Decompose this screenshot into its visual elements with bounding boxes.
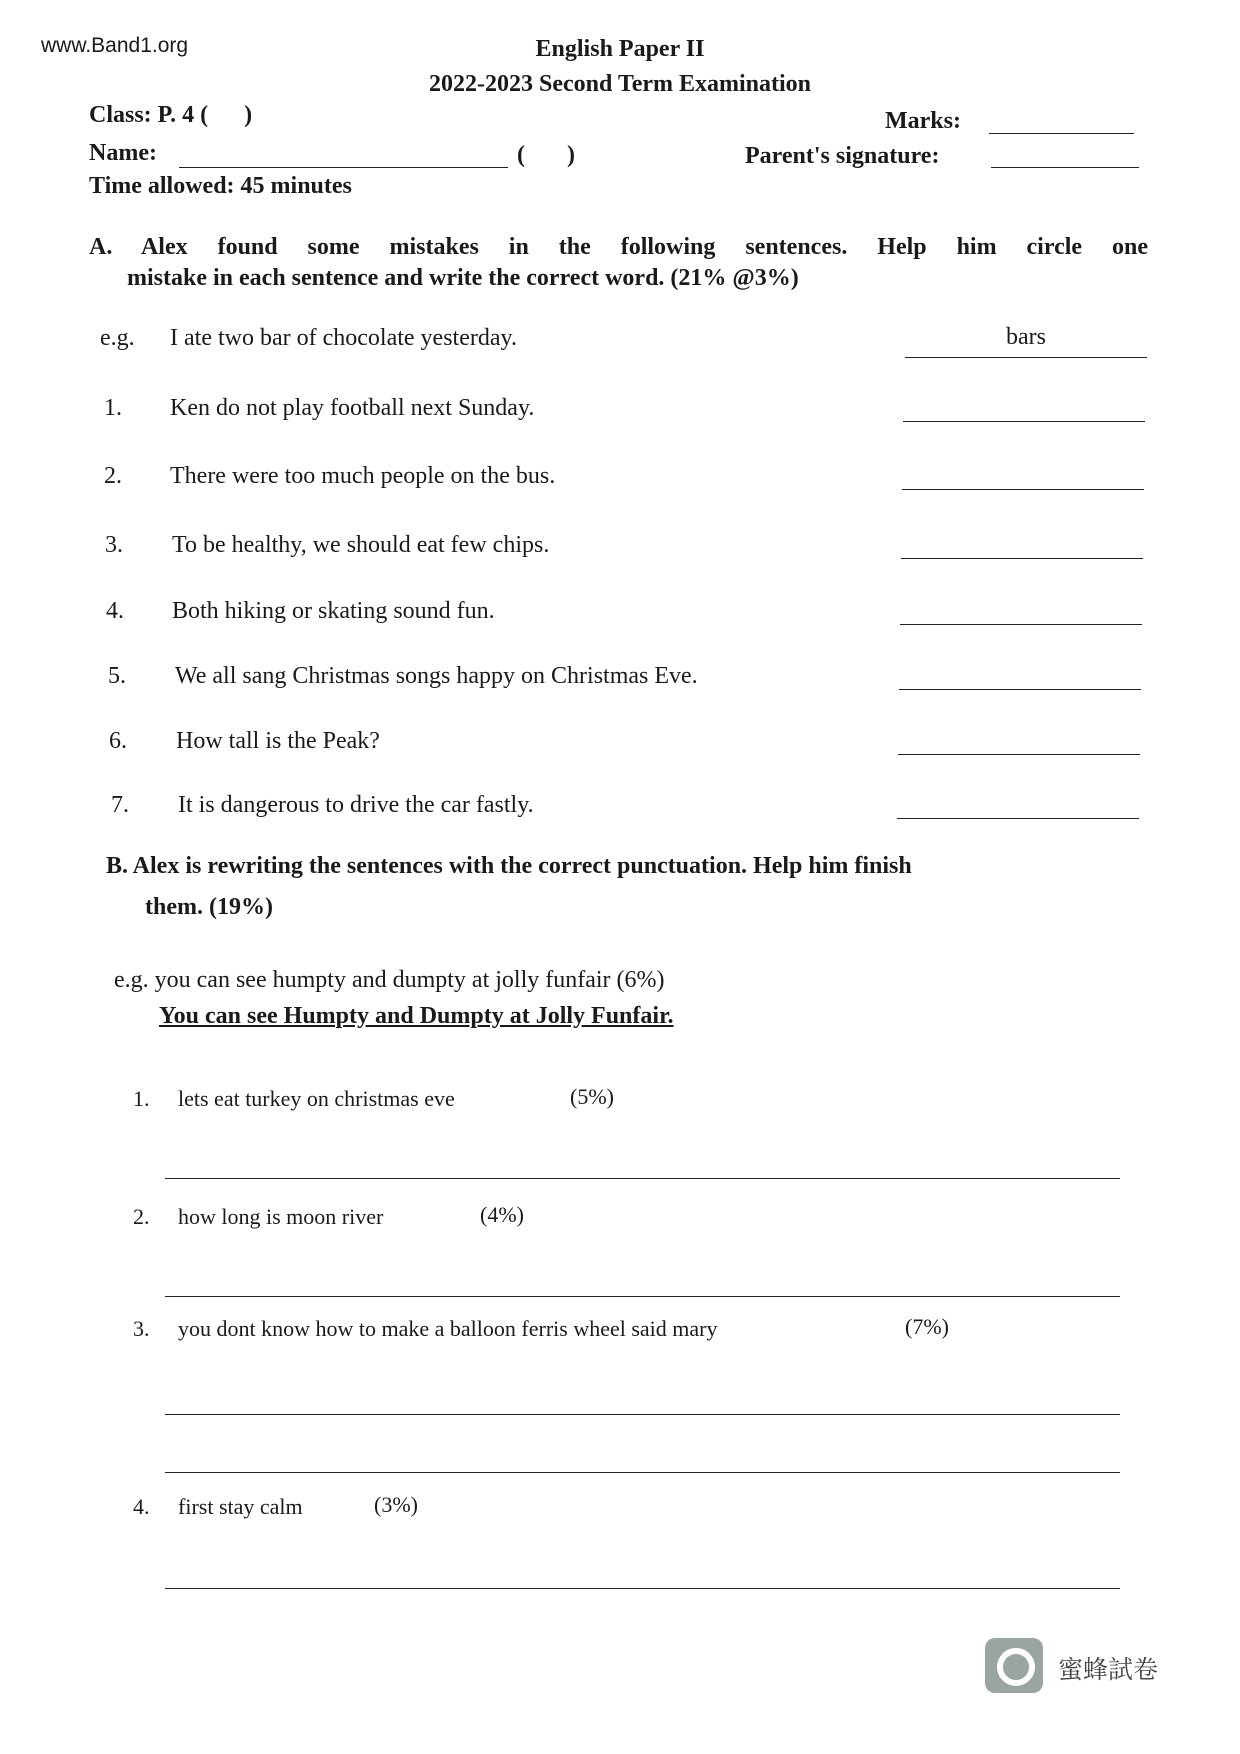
item-number: 1.	[104, 395, 122, 421]
item-sentence: To be healthy, we should eat few chips.	[172, 532, 550, 558]
answer-line[interactable]	[898, 754, 1140, 755]
item-number: 1.	[133, 1086, 150, 1111]
example-sentence: I ate two bar of chocolate yesterday.	[170, 325, 517, 351]
section-b-instruction-line1: B. Alex is rewriting the sentences with the correct punctuation. Help him finish	[106, 853, 912, 879]
item-sentence: We all sang Christmas songs happy on Christmas Eve.	[175, 663, 698, 689]
item-sentence: how long is moon river	[178, 1204, 384, 1229]
bee-paper-logo-icon	[985, 1638, 1043, 1693]
section-b-example-answer: You can see Humpty and Dumpty at Jolly Funfair.	[159, 1003, 674, 1029]
item-marks: (7%)	[905, 1314, 949, 1339]
item-sentence: lets eat turkey on christmas eve	[178, 1086, 455, 1111]
answer-line[interactable]	[165, 1588, 1120, 1589]
answer-line[interactable]	[165, 1414, 1120, 1415]
section-a-instruction-line1: A. Alex found some mistakes in the following sentences. Help him circle one	[89, 234, 1148, 260]
answer-line[interactable]	[897, 818, 1139, 819]
item-number: 4.	[106, 598, 124, 624]
item-marks: (4%)	[480, 1202, 524, 1227]
answer-line[interactable]	[903, 421, 1145, 422]
item-sentence: you dont know how to make a balloon ferris wheel said mary	[178, 1316, 718, 1341]
website-watermark: www.Band1.org	[41, 34, 189, 57]
item-number: 7.	[111, 792, 129, 818]
answer-line[interactable]	[165, 1296, 1120, 1297]
answer-line[interactable]	[165, 1178, 1120, 1179]
section-a-instruction	[89, 232, 1148, 294]
item-number: 2.	[104, 463, 122, 489]
section-b-instruction-line2: them. (19%)	[145, 894, 273, 920]
section-b-example: e.g. you can see humpty and dumpty at jolly funfair (6%)	[114, 967, 665, 993]
item-marks: (5%)	[570, 1084, 614, 1109]
name-label: Name:	[89, 140, 157, 166]
class-label: Class: P. 4 ( )	[89, 102, 253, 128]
item-sentence: How tall is the Peak?	[176, 728, 380, 754]
example-answer: bars	[1006, 324, 1046, 350]
item-sentence: Both hiking or skating sound fun.	[172, 598, 495, 624]
answer-line[interactable]	[901, 558, 1143, 559]
parent-signature-label: Parent's signature:	[745, 143, 940, 169]
item-number: 2.	[133, 1204, 150, 1229]
item-number: 3.	[105, 532, 123, 558]
item-marks: (3%)	[374, 1492, 418, 1517]
time-allowed: Time allowed: 45 minutes	[89, 173, 352, 199]
page-subtitle: 2022-2023 Second Term Examination	[428, 71, 812, 97]
answer-line[interactable]	[900, 624, 1142, 625]
marks-label: Marks:	[885, 108, 961, 134]
marks-field[interactable]	[989, 133, 1134, 134]
logo-text: 蜜蜂試卷	[1058, 1655, 1159, 1684]
parent-signature-field[interactable]	[991, 167, 1139, 168]
item-number: 6.	[109, 728, 127, 754]
example-label: e.g.	[100, 325, 135, 351]
item-number: 3.	[133, 1316, 150, 1341]
answer-line[interactable]	[899, 689, 1141, 690]
item-sentence: Ken do not play football next Sunday.	[170, 395, 535, 421]
name-field[interactable]	[179, 167, 508, 168]
section-a-instruction-line2: mistake in each sentence and write the correct word. (21% @3%)	[127, 265, 799, 291]
item-sentence: It is dangerous to drive the car fastly.	[178, 792, 534, 818]
section-b-instruction	[106, 851, 1106, 923]
example-answer-line	[905, 357, 1147, 358]
item-sentence: first stay calm	[178, 1494, 303, 1519]
page-title: English Paper II	[535, 36, 705, 62]
item-sentence: There were too much people on the bus.	[170, 463, 556, 489]
item-number: 5.	[108, 663, 126, 689]
class-number-paren: ( )	[517, 142, 575, 168]
answer-line[interactable]	[165, 1472, 1120, 1473]
item-number: 4.	[133, 1494, 150, 1519]
answer-line[interactable]	[902, 489, 1144, 490]
